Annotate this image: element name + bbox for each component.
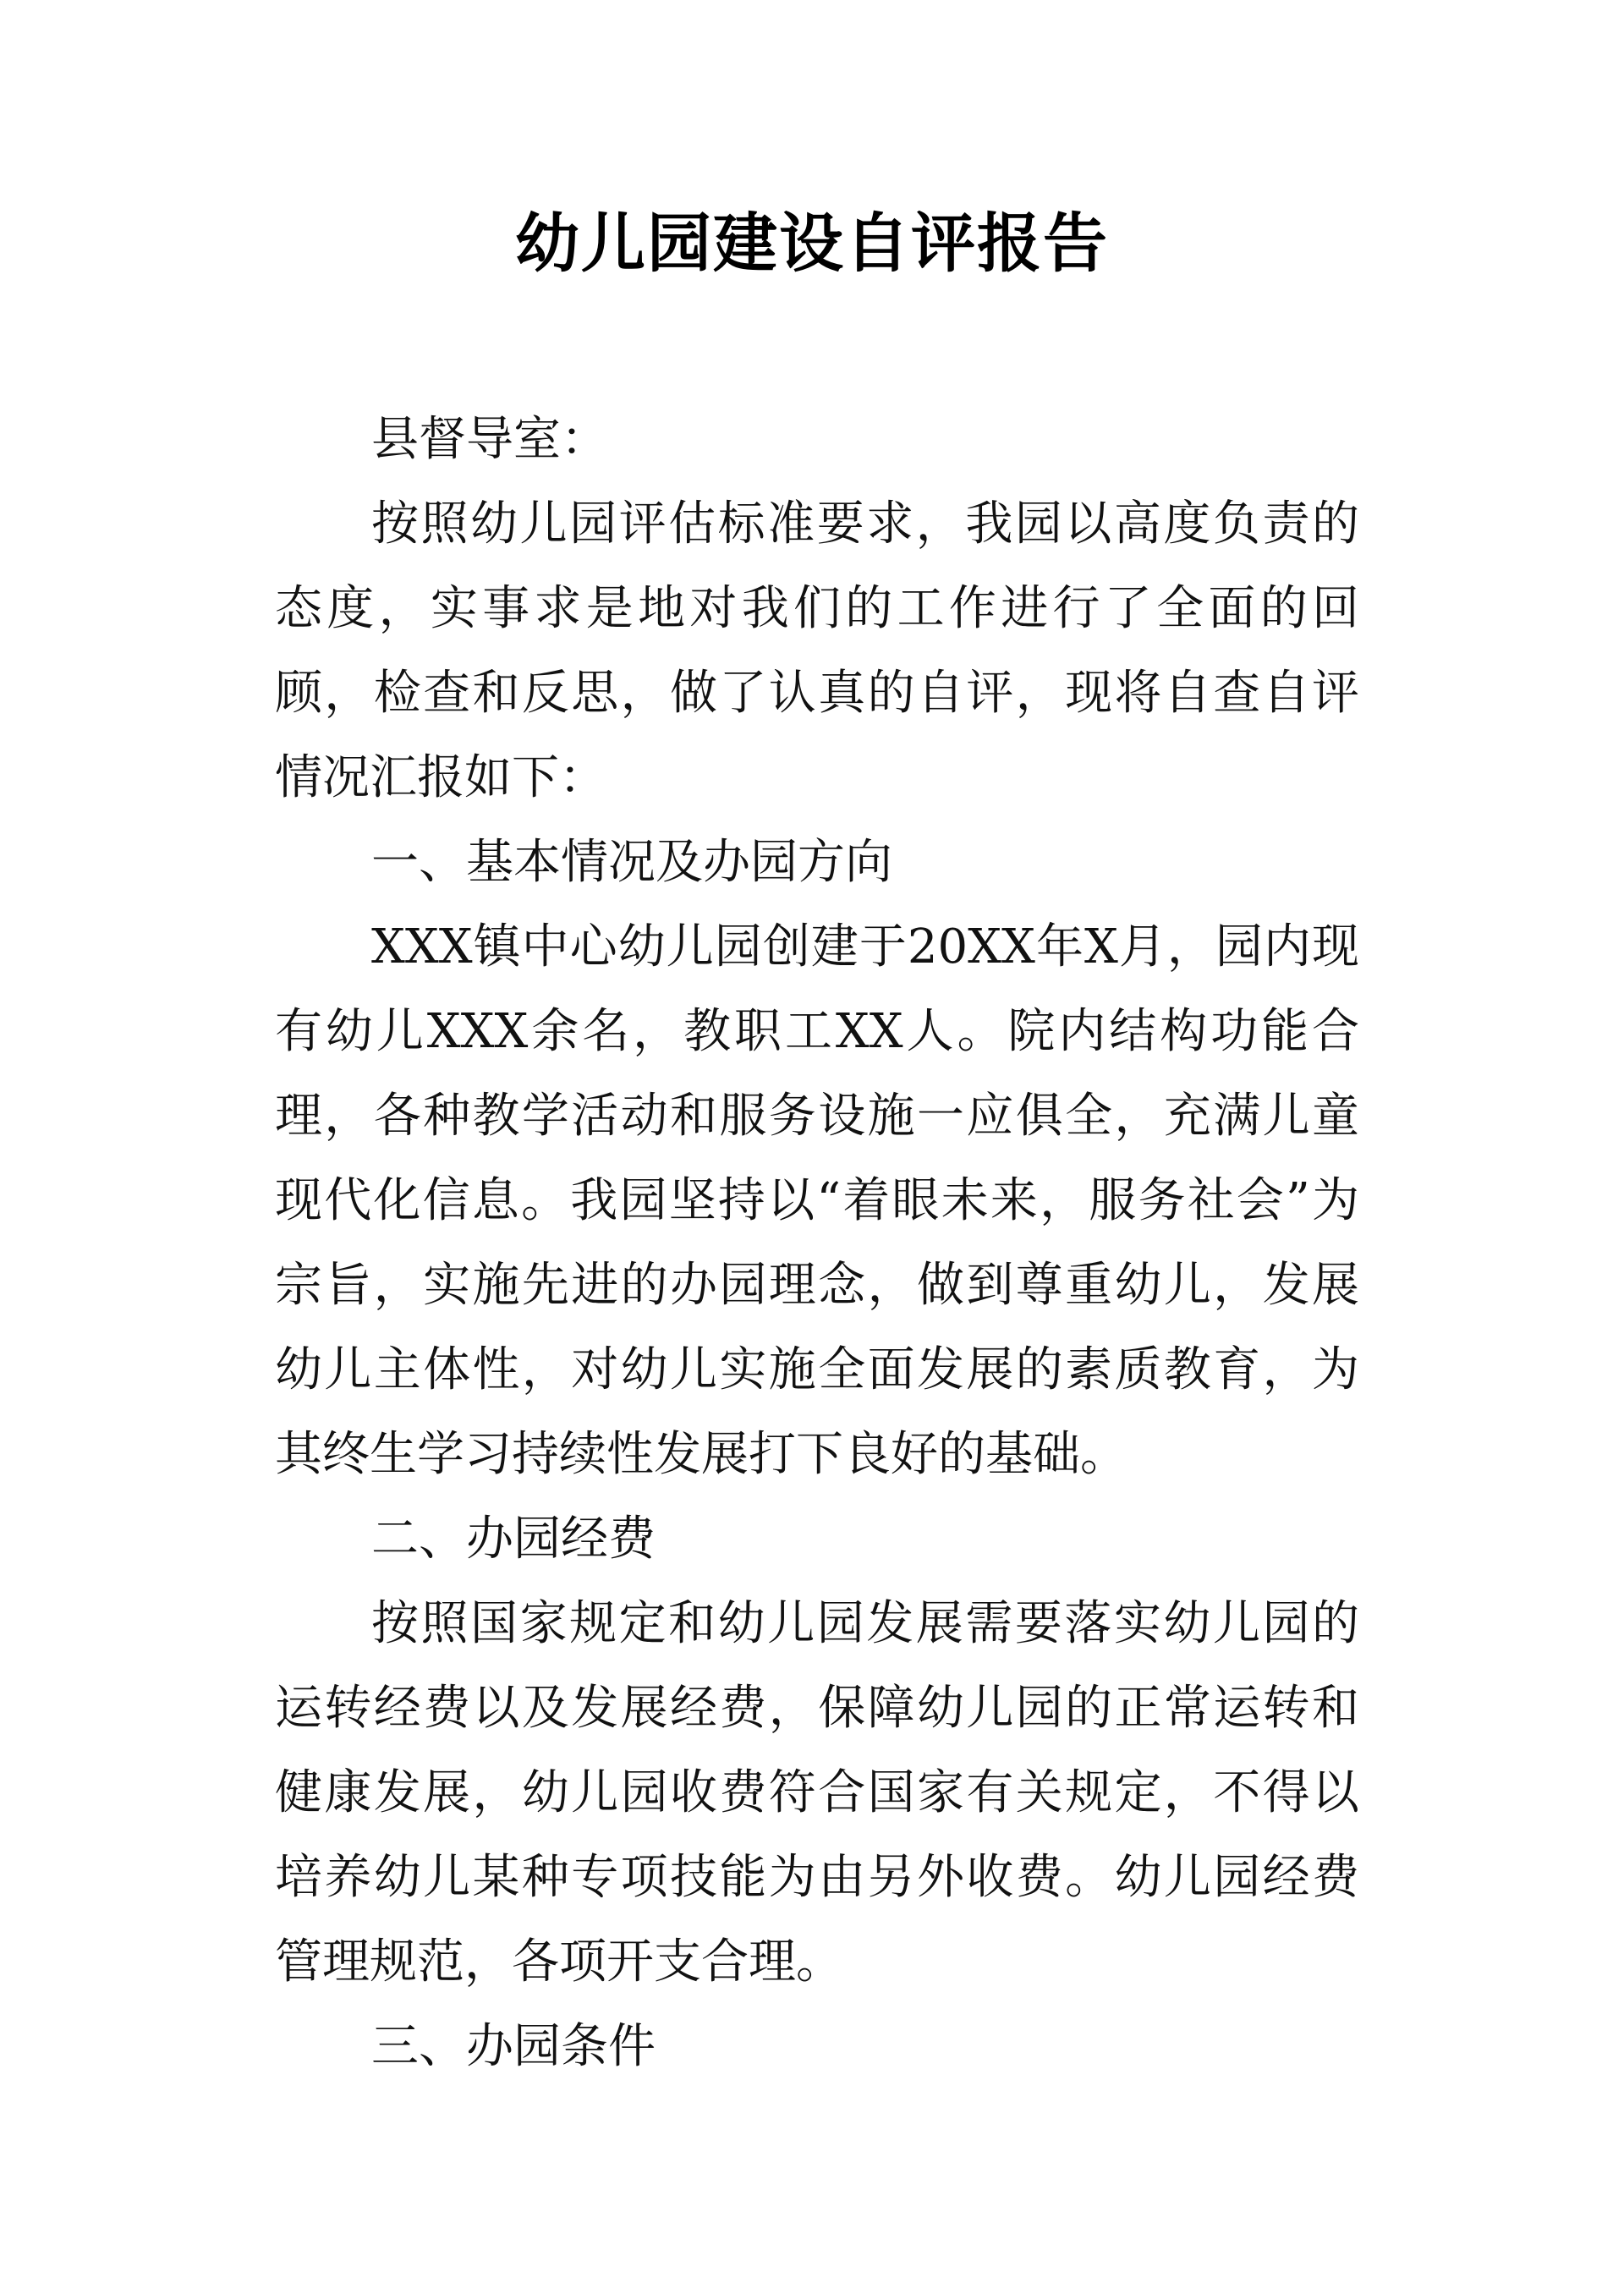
document-body bbox=[275, 398, 1359, 2089]
funding-paragraph: 按照国家规定和幼儿园发展需要落实幼儿园的运转经费以及发展经费，保障幼儿园的正常运转和健康发展，幼儿园收费符合国家有关规定，不得以培养幼儿某种专项技能为由另外收费。幼儿园经费管理规范，各项开支合理。 bbox=[275, 1596, 1359, 1989]
page-title: 幼儿园建设自评报告 bbox=[515, 206, 1109, 281]
salutation: 县督导室： bbox=[371, 412, 608, 467]
section-heading-conditions: 三、办园条件 bbox=[371, 2019, 656, 2074]
intro-paragraph: 按照幼儿园评估标准要求，我园以高度负责的态度，实事求是地对我们的工作进行了全面的回顾，检查和反思，做了认真的自评，现将自查自评情况汇报如下： bbox=[275, 497, 1359, 805]
section-heading-funding: 二、办园经费 bbox=[371, 1512, 656, 1567]
basic-info-paragraph: XXX镇中心幼儿园创建于20XX年X月，园内现有幼儿XXX余名，教职工XX人。院内结构功能合理，各种教学活动和服务设施一应俱全，充满儿童现代化信息。我园坚持以“着眼未来，服务社会”为宗旨，实施先进的办园理念，做到尊重幼儿，发展幼儿主体性，对幼儿实施全面发展的素质教育，为其终生学习持续性发展打下良好的基础。 bbox=[275, 919, 1359, 1482]
section-heading-basic-info: 一、基本情况及办园方向 bbox=[371, 835, 892, 890]
